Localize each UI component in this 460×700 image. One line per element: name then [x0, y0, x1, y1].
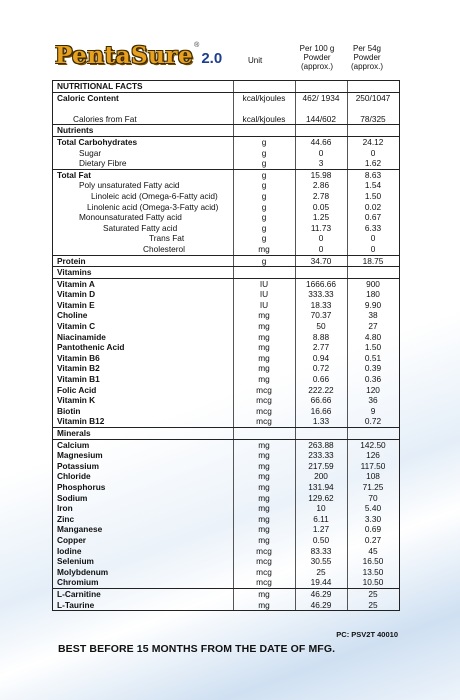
value-per-100g: 0.66	[312, 374, 330, 385]
registered-mark: ®	[194, 42, 200, 49]
value-per-54g: 8.63	[364, 169, 382, 180]
nutrient-unit: IU	[259, 278, 269, 289]
value-per-54g: 0.72	[364, 416, 382, 427]
value-per-54g: 25	[368, 599, 378, 610]
table-row	[53, 169, 399, 181]
table-row	[53, 427, 399, 439]
table-row	[53, 103, 399, 114]
value-per-100g: 263.88	[308, 439, 334, 450]
value-per-100g: 0	[318, 147, 324, 158]
nutrient-name: Vitamin B12	[57, 416, 105, 427]
brand-name: PentaSure	[55, 42, 194, 69]
nutrient-name: Calories from Fat	[73, 113, 137, 124]
table-row	[53, 223, 399, 234]
value-per-54g: 0.36	[364, 374, 382, 385]
nutrition-table	[52, 80, 400, 611]
value-per-54g: 250/1047	[355, 92, 391, 103]
value-per-100g: 0	[318, 243, 324, 254]
table-row	[53, 81, 399, 92]
table-row	[53, 395, 399, 406]
value-per-100g: 0.94	[312, 352, 330, 363]
nutrient-unit: mcg	[256, 577, 272, 588]
value-per-100g: 0.05	[312, 201, 330, 212]
nutrient-name: Iron	[57, 503, 73, 514]
value-per-100g: 11.73	[310, 222, 332, 233]
nutrient-unit: mg	[258, 321, 270, 332]
header-per-54g-line1: Per 54g	[352, 44, 382, 53]
table-row	[53, 385, 399, 396]
value-per-100g: 44.66	[310, 136, 332, 147]
value-per-54g: 900	[366, 278, 380, 289]
value-per-100g: 144/602	[306, 113, 336, 124]
value-per-54g: 0	[370, 233, 376, 244]
table-row	[53, 461, 399, 472]
table-row	[53, 342, 399, 353]
value-per-54g: 27	[368, 321, 378, 332]
value-per-54g: 126	[366, 450, 380, 461]
value-per-54g: 180	[366, 289, 380, 300]
value-per-54g: 1.50	[364, 342, 382, 353]
nutrient-name: Minerals	[57, 428, 91, 438]
nutrient-name: Vitamin A	[57, 278, 95, 289]
nutrient-name: Potassium	[57, 460, 99, 471]
table-row	[53, 124, 399, 136]
nutrient-unit: g	[261, 222, 267, 233]
nutrient-unit: g	[261, 201, 267, 212]
table-row	[53, 310, 399, 321]
table-row	[53, 114, 399, 125]
nutrient-unit: g	[261, 255, 267, 266]
nutrient-unit: IU	[259, 289, 269, 300]
nutrient-unit: g	[261, 136, 267, 147]
nutrient-unit: mcg	[256, 545, 272, 556]
nutrient-name: Poly unsaturated Fatty acid	[79, 180, 180, 191]
table-row	[53, 363, 399, 374]
nutrient-name: Sugar	[79, 147, 102, 158]
nutrient-unit: mcg	[256, 566, 272, 577]
table-row	[53, 158, 399, 169]
nutrient-unit: mg	[258, 588, 270, 599]
value-per-54g: 13.50	[362, 566, 384, 577]
nutrient-unit: mcg	[256, 405, 272, 416]
value-per-54g: 9.90	[364, 299, 382, 310]
value-per-54g: 0	[370, 243, 376, 254]
value-per-54g: 25	[368, 588, 378, 599]
table-row	[53, 374, 399, 385]
value-per-54g: 0.51	[364, 352, 382, 363]
nutrient-name: Nutrients	[57, 125, 94, 136]
value-per-54g: 5.40	[364, 503, 382, 514]
table-row	[53, 514, 399, 525]
nutrient-name: Phosphorus	[57, 481, 106, 492]
nutrient-unit: mg	[258, 481, 270, 492]
value-per-54g: 0.69	[364, 524, 382, 535]
value-per-54g: 70	[368, 492, 378, 503]
value-per-54g: 0.39	[364, 363, 382, 374]
value-per-100g: 50	[316, 321, 326, 332]
value-per-54g: 0	[370, 147, 376, 158]
value-per-100g: 8.88	[312, 331, 330, 342]
value-per-100g: 34.70	[310, 255, 332, 266]
table-row	[53, 212, 399, 223]
nutrient-unit: mcg	[256, 416, 272, 427]
value-per-54g: 1.62	[364, 158, 382, 169]
value-per-100g: 3	[318, 158, 324, 169]
table-row	[53, 180, 399, 191]
nutrient-name: Caloric Content	[57, 92, 119, 103]
nutrient-name: Selenium	[57, 556, 94, 567]
value-per-54g: 117.50	[360, 460, 386, 471]
table-row	[53, 406, 399, 417]
nutrient-name: NUTRITIONAL FACTS	[57, 81, 143, 91]
nutrient-name: Linoleic acid (Omega-6-Fatty acid)	[91, 190, 218, 201]
table-row	[53, 266, 399, 278]
nutrient-name: Biotin	[57, 405, 81, 416]
nutrient-name: Molybdenum	[57, 566, 109, 577]
table-row	[53, 482, 399, 493]
nutrient-unit: mg	[258, 331, 270, 342]
value-per-54g: 16.50	[362, 556, 384, 567]
value-per-100g: 462/ 1934	[302, 92, 340, 103]
table-row	[53, 353, 399, 364]
table-row	[53, 300, 399, 311]
value-per-54g: 38	[368, 310, 378, 321]
value-per-100g: 1.27	[312, 524, 330, 535]
value-per-100g: 19.44	[310, 577, 332, 588]
table-row	[53, 493, 399, 504]
value-per-100g: 217.59	[308, 460, 334, 471]
value-per-100g: 1666.66	[306, 278, 336, 289]
table-row	[53, 255, 399, 267]
table-row	[53, 600, 399, 611]
nutrient-name: Vitamin E	[57, 299, 95, 310]
nutrient-name: Sodium	[57, 492, 88, 503]
product-code: PC: PSV2T 40010	[336, 630, 398, 639]
nutrient-unit: mg	[258, 374, 270, 385]
value-per-54g: 6.33	[364, 222, 382, 233]
nutrient-unit: mg	[258, 534, 270, 545]
table-row	[53, 136, 399, 148]
value-per-54g: 18.75	[362, 255, 384, 266]
nutrient-name: Pantothenic Acid	[57, 342, 125, 353]
nutrient-name: Vitamin C	[57, 321, 96, 332]
nutrient-name: Vitamin B2	[57, 363, 100, 374]
value-per-54g: 24.12	[362, 136, 384, 147]
nutrient-unit: kcal/kjoules	[242, 92, 286, 103]
value-per-100g: 0	[318, 233, 324, 244]
nutrient-unit: mcg	[256, 395, 272, 406]
header-per-54g	[342, 44, 392, 71]
table-row	[53, 92, 399, 104]
value-per-100g: 10	[316, 503, 326, 514]
nutrient-name: Vitamin B1	[57, 374, 100, 385]
value-per-100g: 15.98	[310, 169, 332, 180]
nutrient-unit: mcg	[256, 384, 272, 395]
nutrient-name: Saturated Fatty acid	[103, 222, 178, 233]
value-per-100g: 46.29	[310, 588, 332, 599]
nutrient-unit: mg	[258, 450, 270, 461]
table-row	[53, 503, 399, 514]
value-per-54g: 1.54	[364, 180, 382, 191]
nutrient-name: Trans Fat	[149, 233, 185, 244]
table-row	[53, 577, 399, 588]
nutrient-unit: mg	[258, 243, 270, 254]
table-row	[53, 202, 399, 213]
value-per-100g: 70.37	[310, 310, 332, 321]
value-per-100g: 1.25	[312, 212, 330, 223]
nutrient-name: Cholesterol	[143, 243, 185, 254]
nutrient-name: Calcium	[57, 439, 90, 450]
table-row	[53, 556, 399, 567]
nutrient-name: Folic Acid	[57, 384, 97, 395]
header-per-100g	[292, 44, 342, 71]
nutrient-name: Dietary Fibre	[79, 158, 127, 169]
table-row	[53, 332, 399, 343]
nutrient-name: Vitamin K	[57, 395, 96, 406]
nutrient-unit: mg	[258, 352, 270, 363]
value-per-54g: 142.50	[360, 439, 386, 450]
nutrient-name: Iodine	[57, 545, 82, 556]
nutrient-unit: mg	[258, 599, 270, 610]
nutrient-unit: mcg	[256, 556, 272, 567]
nutrient-unit: g	[261, 169, 267, 180]
value-per-100g: 6.11	[313, 513, 329, 524]
value-per-100g: 0.72	[312, 363, 330, 374]
value-per-54g: 4.80	[364, 331, 382, 342]
nutrient-name: Magnesium	[57, 450, 103, 461]
value-per-100g: 2.77	[312, 342, 330, 353]
header-per-54g-line3: (approx.)	[350, 62, 383, 71]
value-per-100g: 25	[316, 566, 326, 577]
nutrient-name: L-Carnitine	[57, 588, 101, 599]
value-per-100g: 30.55	[310, 556, 332, 567]
value-per-100g: 46.29	[310, 599, 332, 610]
header-per-100g-line2: Powder	[303, 53, 331, 62]
brand-logo	[55, 42, 222, 69]
nutrient-unit: g	[261, 158, 267, 169]
value-per-100g: 222.22	[308, 384, 334, 395]
nutrient-name: Choline	[57, 310, 88, 321]
value-per-54g: 10.50	[362, 577, 384, 588]
nutrient-unit: mg	[258, 310, 270, 321]
value-per-100g: 66.66	[310, 395, 332, 406]
value-per-54g: 1.50	[364, 190, 382, 201]
nutrient-unit: g	[261, 212, 267, 223]
value-per-100g: 83.33	[310, 545, 332, 556]
value-per-100g: 333.33	[308, 289, 334, 300]
value-per-54g: 0.67	[364, 212, 382, 223]
table-row	[53, 546, 399, 557]
table-row	[53, 191, 399, 202]
value-per-100g: 18.33	[310, 299, 332, 310]
value-per-100g: 200	[314, 471, 328, 482]
value-per-54g: 120	[366, 384, 380, 395]
nutrient-name: Monounsaturated Fatty acid	[79, 212, 182, 223]
value-per-54g: 108	[366, 471, 380, 482]
nutrient-unit: mg	[258, 524, 270, 535]
table-row	[53, 233, 399, 244]
value-per-54g: 71.25	[362, 481, 384, 492]
nutrient-unit: kcal/kjoules	[242, 113, 286, 124]
table-row	[53, 321, 399, 332]
table-row	[53, 471, 399, 482]
value-per-54g: 9	[370, 405, 376, 416]
nutrient-unit: mg	[258, 503, 270, 514]
table-row	[53, 567, 399, 578]
value-per-54g: 0.02	[364, 201, 382, 212]
table-row	[53, 450, 399, 461]
table-row	[53, 278, 399, 290]
nutrient-name: Copper	[57, 534, 87, 545]
nutrient-name: Vitamin D	[57, 289, 96, 300]
value-per-54g: 36	[368, 395, 378, 406]
nutrient-unit: g	[261, 147, 267, 158]
header-per-54g-line2: Powder	[353, 53, 381, 62]
nutrient-unit: g	[261, 190, 267, 201]
nutrient-name: Total Carbohydrates	[57, 136, 138, 147]
value-per-100g: 129.62	[308, 492, 334, 503]
value-per-100g: 233.33	[308, 450, 334, 461]
value-per-100g: 16.66	[310, 405, 332, 416]
table-row	[53, 588, 399, 600]
header-per-100g-line1: Per 100 g	[299, 44, 335, 53]
value-per-100g: 131.94	[308, 481, 334, 492]
nutrient-unit: mg	[258, 460, 270, 471]
nutrient-unit: g	[261, 233, 267, 244]
nutrient-name: Total Fat	[57, 169, 91, 180]
nutrient-unit: mg	[258, 363, 270, 374]
nutrient-unit: IU	[259, 299, 269, 310]
nutrient-name: Vitamins	[57, 267, 92, 278]
table-row	[53, 416, 399, 427]
nutrient-name: Zinc	[57, 513, 75, 524]
nutrient-name: Manganese	[57, 524, 103, 535]
nutrient-unit: mg	[258, 513, 270, 524]
value-per-100g: 1.33	[312, 416, 330, 427]
header-unit: Unit	[248, 56, 263, 65]
value-per-54g: 78/325	[360, 113, 386, 124]
value-per-100g: 2.78	[312, 190, 330, 201]
nutrient-unit: mg	[258, 342, 270, 353]
nutrient-unit: mg	[258, 439, 270, 450]
nutrient-unit: mg	[258, 492, 270, 503]
table-row	[53, 289, 399, 300]
table-row	[53, 524, 399, 535]
nutrient-name: Niacinamide	[57, 331, 106, 342]
header-per-100g-line3: (approx.)	[300, 62, 333, 71]
brand-version: 2.0	[201, 50, 223, 67]
table-row	[53, 535, 399, 546]
value-per-54g: 45	[368, 545, 378, 556]
table-row	[53, 244, 399, 255]
nutrient-unit: mg	[258, 471, 270, 482]
value-per-54g: 3.30	[364, 513, 382, 524]
nutrient-unit: g	[261, 180, 267, 191]
nutrient-name: Chloride	[57, 471, 91, 482]
nutrient-name: Vitamin B6	[57, 352, 100, 363]
value-per-100g: 0.50	[312, 534, 330, 545]
best-before-note: BEST BEFORE 15 MONTHS FROM THE DATE OF MFG.	[58, 643, 336, 655]
nutrient-name: Chromium	[57, 577, 99, 588]
nutrient-name: Linolenic acid (Omega-3-Fatty acid)	[87, 201, 219, 212]
table-row	[53, 439, 399, 451]
value-per-100g: 2.86	[312, 180, 330, 191]
nutrient-name: Protein	[57, 255, 86, 266]
nutrient-name: L-Taurine	[57, 599, 95, 610]
value-per-54g: 0.27	[364, 534, 382, 545]
table-row	[53, 148, 399, 159]
